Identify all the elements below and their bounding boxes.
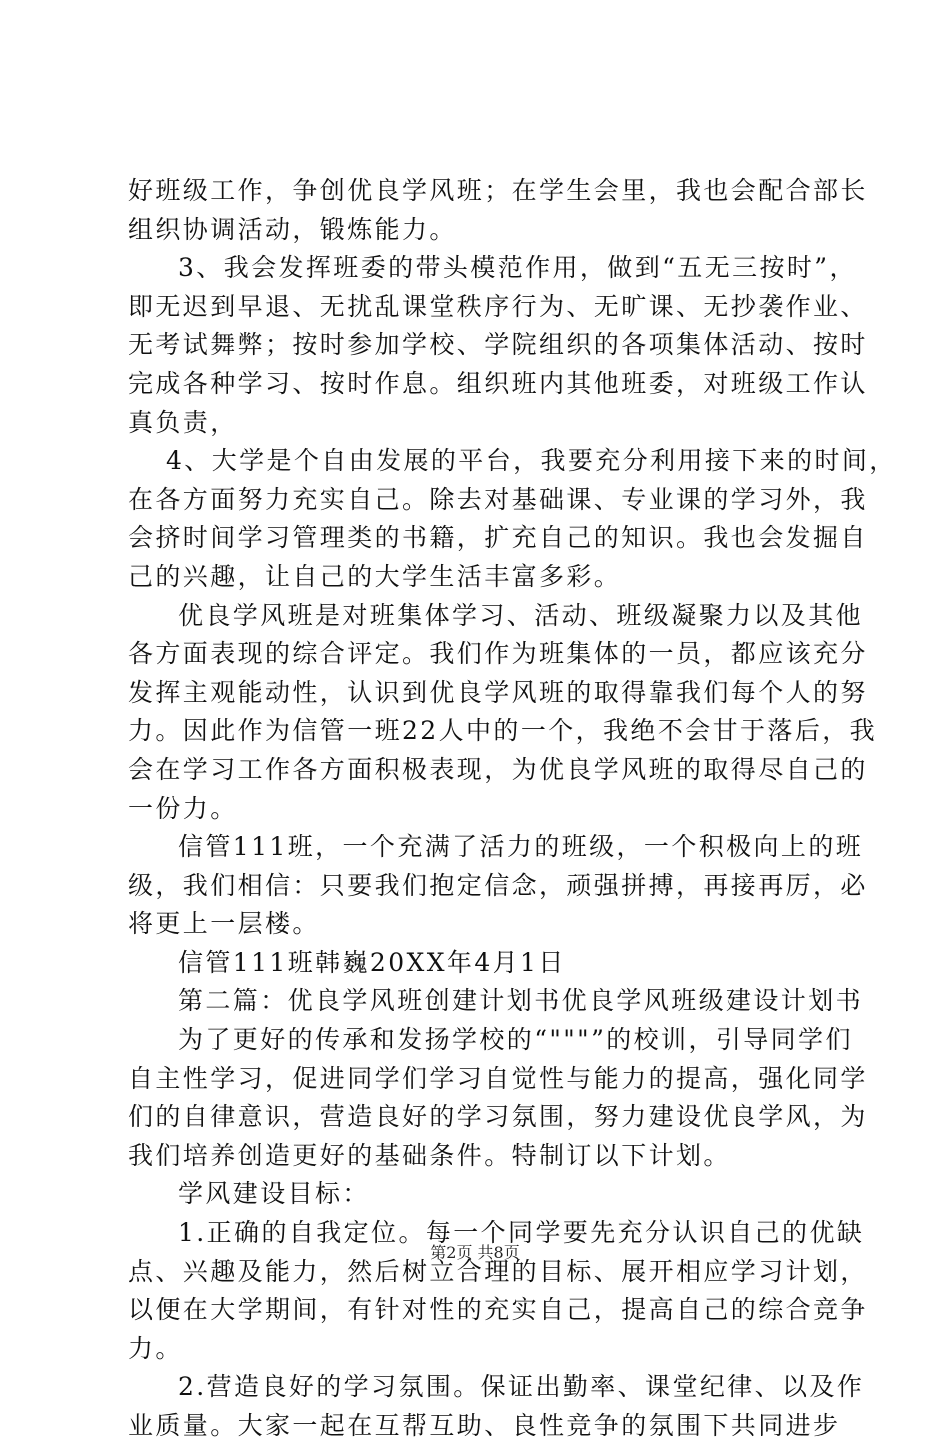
text-line: 一份力。	[128, 793, 238, 823]
text-line: 各方面表现的综合评定。我们作为班集体的一员，都应该充分	[128, 639, 868, 669]
text-line: 将更上一层楼。	[128, 909, 320, 939]
text-line: 在各方面努力充实自己。除去对基础课、专业课的学习外，我	[128, 484, 868, 514]
text-line: 己的兴趣，让自己的大学生活丰富多彩。	[128, 561, 622, 591]
text-line: 1.正确的自我定位。每一个同学要先充分认识自己的优缺	[178, 1218, 865, 1248]
text-line: 自主性学习，促进同学们学习自觉性与能力的提高，强化同学	[128, 1063, 868, 1093]
text-line: 力。因此作为信管一班22人中的一个，我绝不会甘于落后，我	[128, 716, 878, 746]
text-line: 为了更好的传承和发扬学校的“"""”的校训，引导同学们	[178, 1025, 853, 1055]
text-line: 组织协调活动，锻炼能力。	[128, 214, 457, 244]
text-line: 业质量。大家一起在互帮互助、良性竞争的氛围下共同进步	[128, 1411, 841, 1440]
text-line: 会挤时间学习管理类的书籍，扩充自己的知识。我也会发掘自	[128, 523, 868, 553]
text-line: 们的自律意识，营造良好的学习氛围，努力建设优良学风，为	[128, 1102, 868, 1132]
text-line: 无考试舞弊；按时参加学校、学院组织的各项集体活动、按时	[128, 330, 868, 360]
text-line: 真负责，	[128, 407, 238, 437]
page-number: 第2页 共8页	[430, 1243, 520, 1262]
text-line: 点、兴趣及能力，然后树立合理的目标、展开相应学习计划，	[128, 1256, 868, 1286]
text-line: 2.营造良好的学习氛围。保证出勤率、课堂纪律、以及作	[178, 1372, 865, 1402]
text-line: 4、大学是个自由发展的平台，我要充分利用接下来的时间，	[166, 446, 897, 476]
text-line: 发挥主观能动性，认识到优良学风班的取得靠我们每个人的努	[128, 677, 868, 707]
signature-line: 信管111班韩巍20XX年4月1日	[178, 947, 566, 977]
subheading: 学风建设目标：	[178, 1179, 370, 1209]
text-line: 会在学习工作各方面积极表现，为优良学风班的取得尽自己的	[128, 754, 868, 784]
text-line: 3、我会发挥班委的带头模范作用，做到“五无三按时”，	[178, 253, 857, 283]
text-line: 完成各种学习、按时作息。组织班内其他班委，对班级工作认	[128, 368, 868, 398]
section-heading: 第二篇：优良学风班创建计划书优良学风班级建设计划书	[178, 986, 864, 1016]
text-line: 力。	[128, 1333, 183, 1363]
text-line: 即无迟到早退、无扰乱课堂秩序行为、无旷课、无抄袭作业、	[128, 291, 868, 321]
text-line: 信管111班，一个充满了活力的班级，一个积极向上的班	[178, 832, 864, 862]
text-line: 好班级工作，争创优良学风班；在学生会里，我也会配合部长	[128, 176, 868, 205]
text-line: 优良学风班是对班集体学习、活动、班级凝聚力以及其他	[178, 600, 864, 630]
text-line: 级，我们相信：只要我们抱定信念，顽强拼搏，再接再厉，必	[128, 870, 868, 900]
text-line: 以便在大学期间，有针对性的充实自己，提高自己的综合竞争	[128, 1295, 868, 1325]
text-line: 我们培养创造更好的基础条件。特制订以下计划。	[128, 1140, 731, 1170]
